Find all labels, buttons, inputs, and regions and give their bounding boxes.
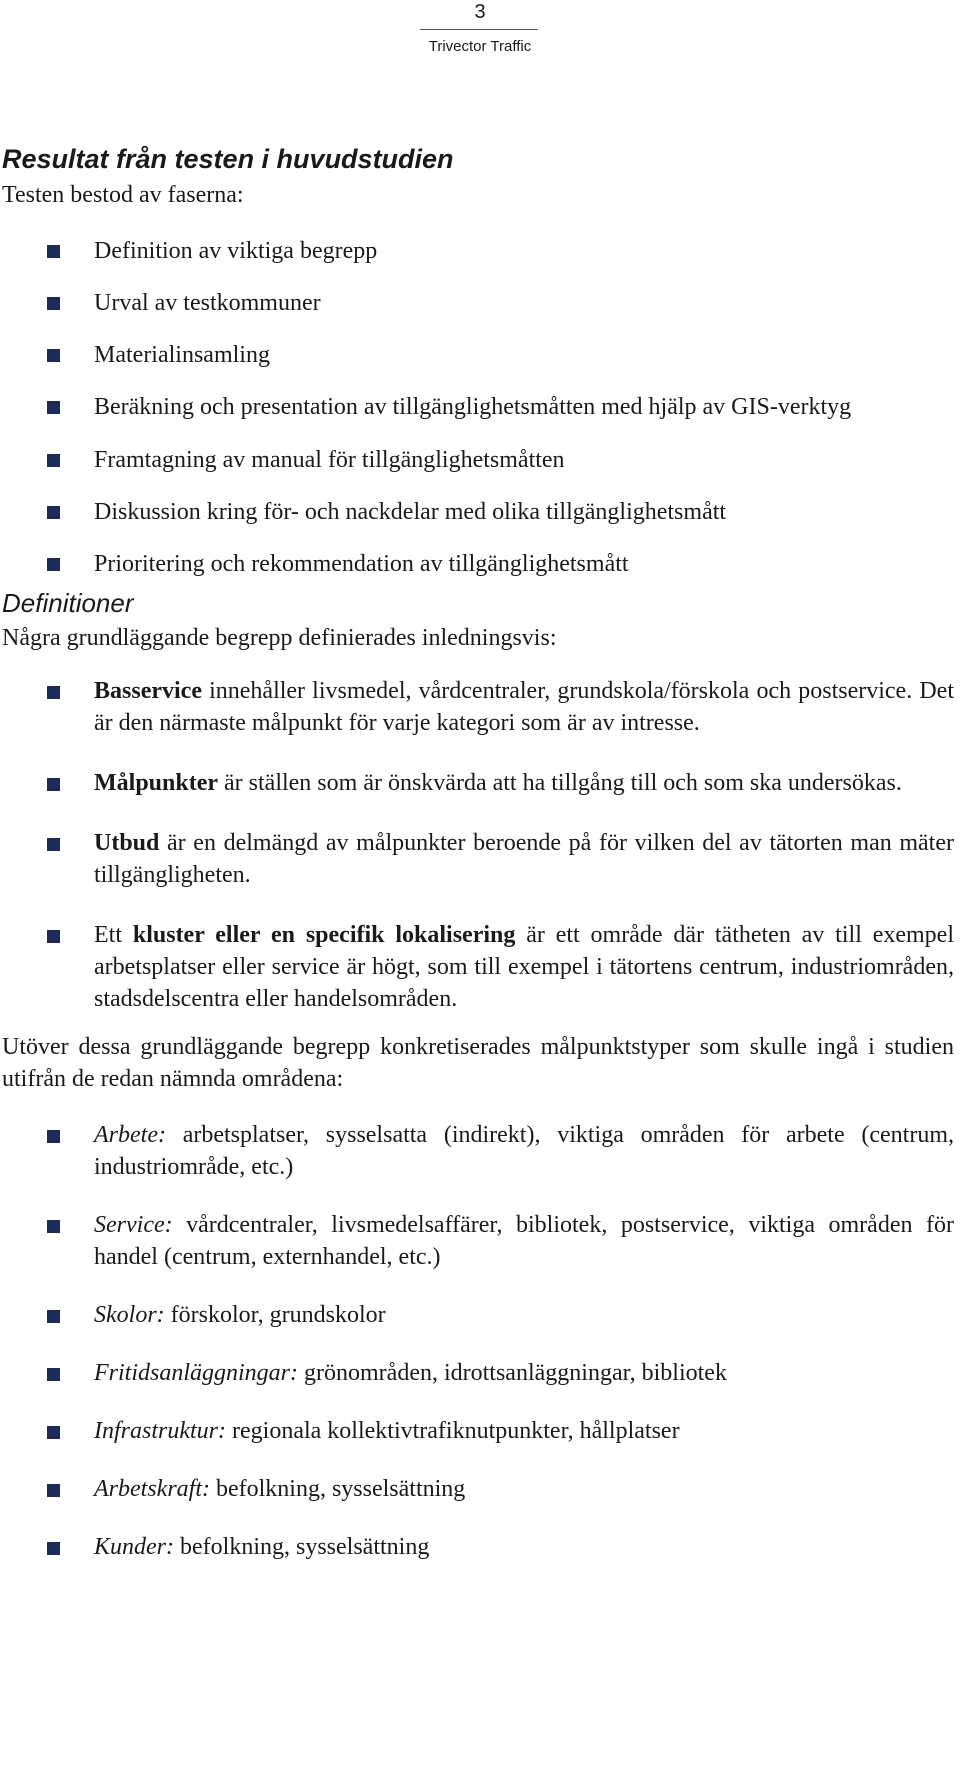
target-text: regionala kollektivtrafiknutpunkter, hållplatser bbox=[226, 1418, 680, 1444]
list-item bbox=[2, 286, 954, 320]
target-term: Arbetskraft: bbox=[94, 1476, 210, 1502]
target-item bbox=[2, 1415, 954, 1447]
bullet-square-icon bbox=[47, 1130, 60, 1143]
definition-term: Utbud bbox=[94, 830, 160, 856]
definition-text: är en delmängd av målpunkter beroende på för vilken del av tätorten man mäter tillgängligheten. bbox=[94, 830, 954, 888]
definition-term: Målpunkter bbox=[94, 770, 219, 796]
bullet-square-icon bbox=[47, 1426, 60, 1439]
bullet-square-icon bbox=[47, 297, 60, 310]
target-term: Service: bbox=[94, 1212, 173, 1238]
bullet-square-icon bbox=[47, 506, 60, 519]
bullet-square-icon bbox=[47, 558, 60, 571]
list-item bbox=[2, 338, 954, 372]
definition-text: är ett område där tätheten av till exempel arbetsplatser eller service är högt, som till exempel i tätortens centrum, industriområden, stadsdelscentra eller handelsområden. bbox=[94, 922, 955, 1012]
document-body bbox=[2, 144, 955, 1563]
page-number: 3 bbox=[474, 1, 486, 23]
definition-list bbox=[2, 675, 954, 1015]
definition-item bbox=[2, 919, 954, 1015]
bullet-square-icon bbox=[47, 930, 60, 943]
target-list bbox=[2, 1119, 954, 1563]
definitions-intro: Några grundläggande begrepp definierades inledningsvis: bbox=[2, 625, 557, 651]
target-term: Arbete: bbox=[94, 1122, 166, 1148]
company-name: Trivector Traffic bbox=[428, 38, 532, 55]
target-text: grönområden, idrottsanläggningar, bibliotek bbox=[298, 1360, 727, 1386]
header-divider bbox=[420, 29, 538, 30]
target-text: arbetsplatser, sysselsatta (indirekt), viktiga områden för arbete (centrum, industriområde, etc.) bbox=[94, 1122, 954, 1180]
target-text: befolkning, sysselsättning bbox=[174, 1534, 430, 1560]
targets-intro: Utöver dessa grundläggande begrepp konkretiserades målpunktstyper som skulle ingå i studien utifrån de redan nämnda områdena: bbox=[2, 1034, 954, 1092]
target-item bbox=[2, 1357, 954, 1389]
list-item bbox=[2, 495, 954, 529]
target-term: Fritidsanläggningar: bbox=[94, 1360, 299, 1386]
target-text: befolkning, sysselsättning bbox=[209, 1476, 466, 1502]
list-item bbox=[2, 547, 954, 581]
target-term: Kunder: bbox=[94, 1534, 174, 1560]
definition-prefix: Ett bbox=[94, 922, 133, 948]
bullet-square-icon bbox=[47, 454, 60, 467]
target-item bbox=[2, 1531, 954, 1563]
definition-item bbox=[2, 675, 954, 739]
list-item bbox=[2, 234, 954, 268]
phase-text: Framtagning av manual för tillgänglighetsmåtten bbox=[94, 447, 565, 473]
target-text: vårdcentraler, livsmedelsaffärer, bibliotek, postservice, viktiga områden för handel (centrum, externhandel, etc.) bbox=[94, 1212, 954, 1270]
target-item bbox=[2, 1119, 954, 1183]
definition-text: är ställen som är önskvärda att ha tillgång till och som ska undersökas. bbox=[218, 770, 902, 796]
list-item bbox=[2, 443, 954, 477]
target-item bbox=[2, 1299, 954, 1331]
target-term: Skolor: bbox=[94, 1302, 165, 1328]
bullet-square-icon bbox=[47, 838, 60, 851]
definition-item bbox=[2, 827, 954, 891]
bullet-square-icon bbox=[47, 1220, 60, 1233]
bullet-square-icon bbox=[47, 686, 60, 699]
section-title: Resultat från testen i huvudstudien bbox=[2, 144, 454, 174]
phase-text: Beräkning och presentation av tillgänglighetsmåtten med hjälp av GIS-verktyg bbox=[94, 394, 852, 420]
bullet-square-icon bbox=[47, 1310, 60, 1323]
target-text: förskolor, grundskolor bbox=[164, 1302, 386, 1328]
bullet-square-icon bbox=[47, 349, 60, 362]
target-item bbox=[2, 1209, 954, 1273]
definition-term: kluster eller en specifik lokalisering bbox=[132, 922, 516, 948]
definition-term: Basservice bbox=[94, 678, 202, 704]
bullet-square-icon bbox=[47, 245, 60, 258]
phase-text: Prioritering och rekommendation av tillgänglighetsmått bbox=[94, 551, 629, 577]
phase-text: Materialinsamling bbox=[94, 342, 270, 368]
bullet-square-icon bbox=[47, 778, 60, 791]
phase-text: Urval av testkommuner bbox=[94, 290, 321, 316]
target-item bbox=[2, 1473, 954, 1505]
bullet-square-icon bbox=[47, 1484, 60, 1497]
list-item bbox=[2, 390, 954, 425]
phase-text: Definition av viktiga begrepp bbox=[94, 238, 378, 264]
bullet-square-icon bbox=[47, 401, 60, 414]
target-term: Infrastruktur: bbox=[94, 1418, 226, 1444]
subsection-title: Definitioner bbox=[2, 588, 134, 618]
bullet-square-icon bbox=[47, 1368, 60, 1381]
bullet-square-icon bbox=[47, 1542, 60, 1555]
phases-intro: Testen bestod av faserna: bbox=[2, 182, 244, 208]
phase-list bbox=[2, 234, 954, 581]
definition-item bbox=[2, 767, 954, 799]
definition-text: innehåller livsmedel, vårdcentraler, grundskola/förskola och postservice. Det är den närmaste målpunkt för varje kategori som är av intresse. bbox=[94, 678, 954, 736]
phase-text: Diskussion kring för- och nackdelar med olika tillgänglighetsmått bbox=[94, 499, 727, 525]
